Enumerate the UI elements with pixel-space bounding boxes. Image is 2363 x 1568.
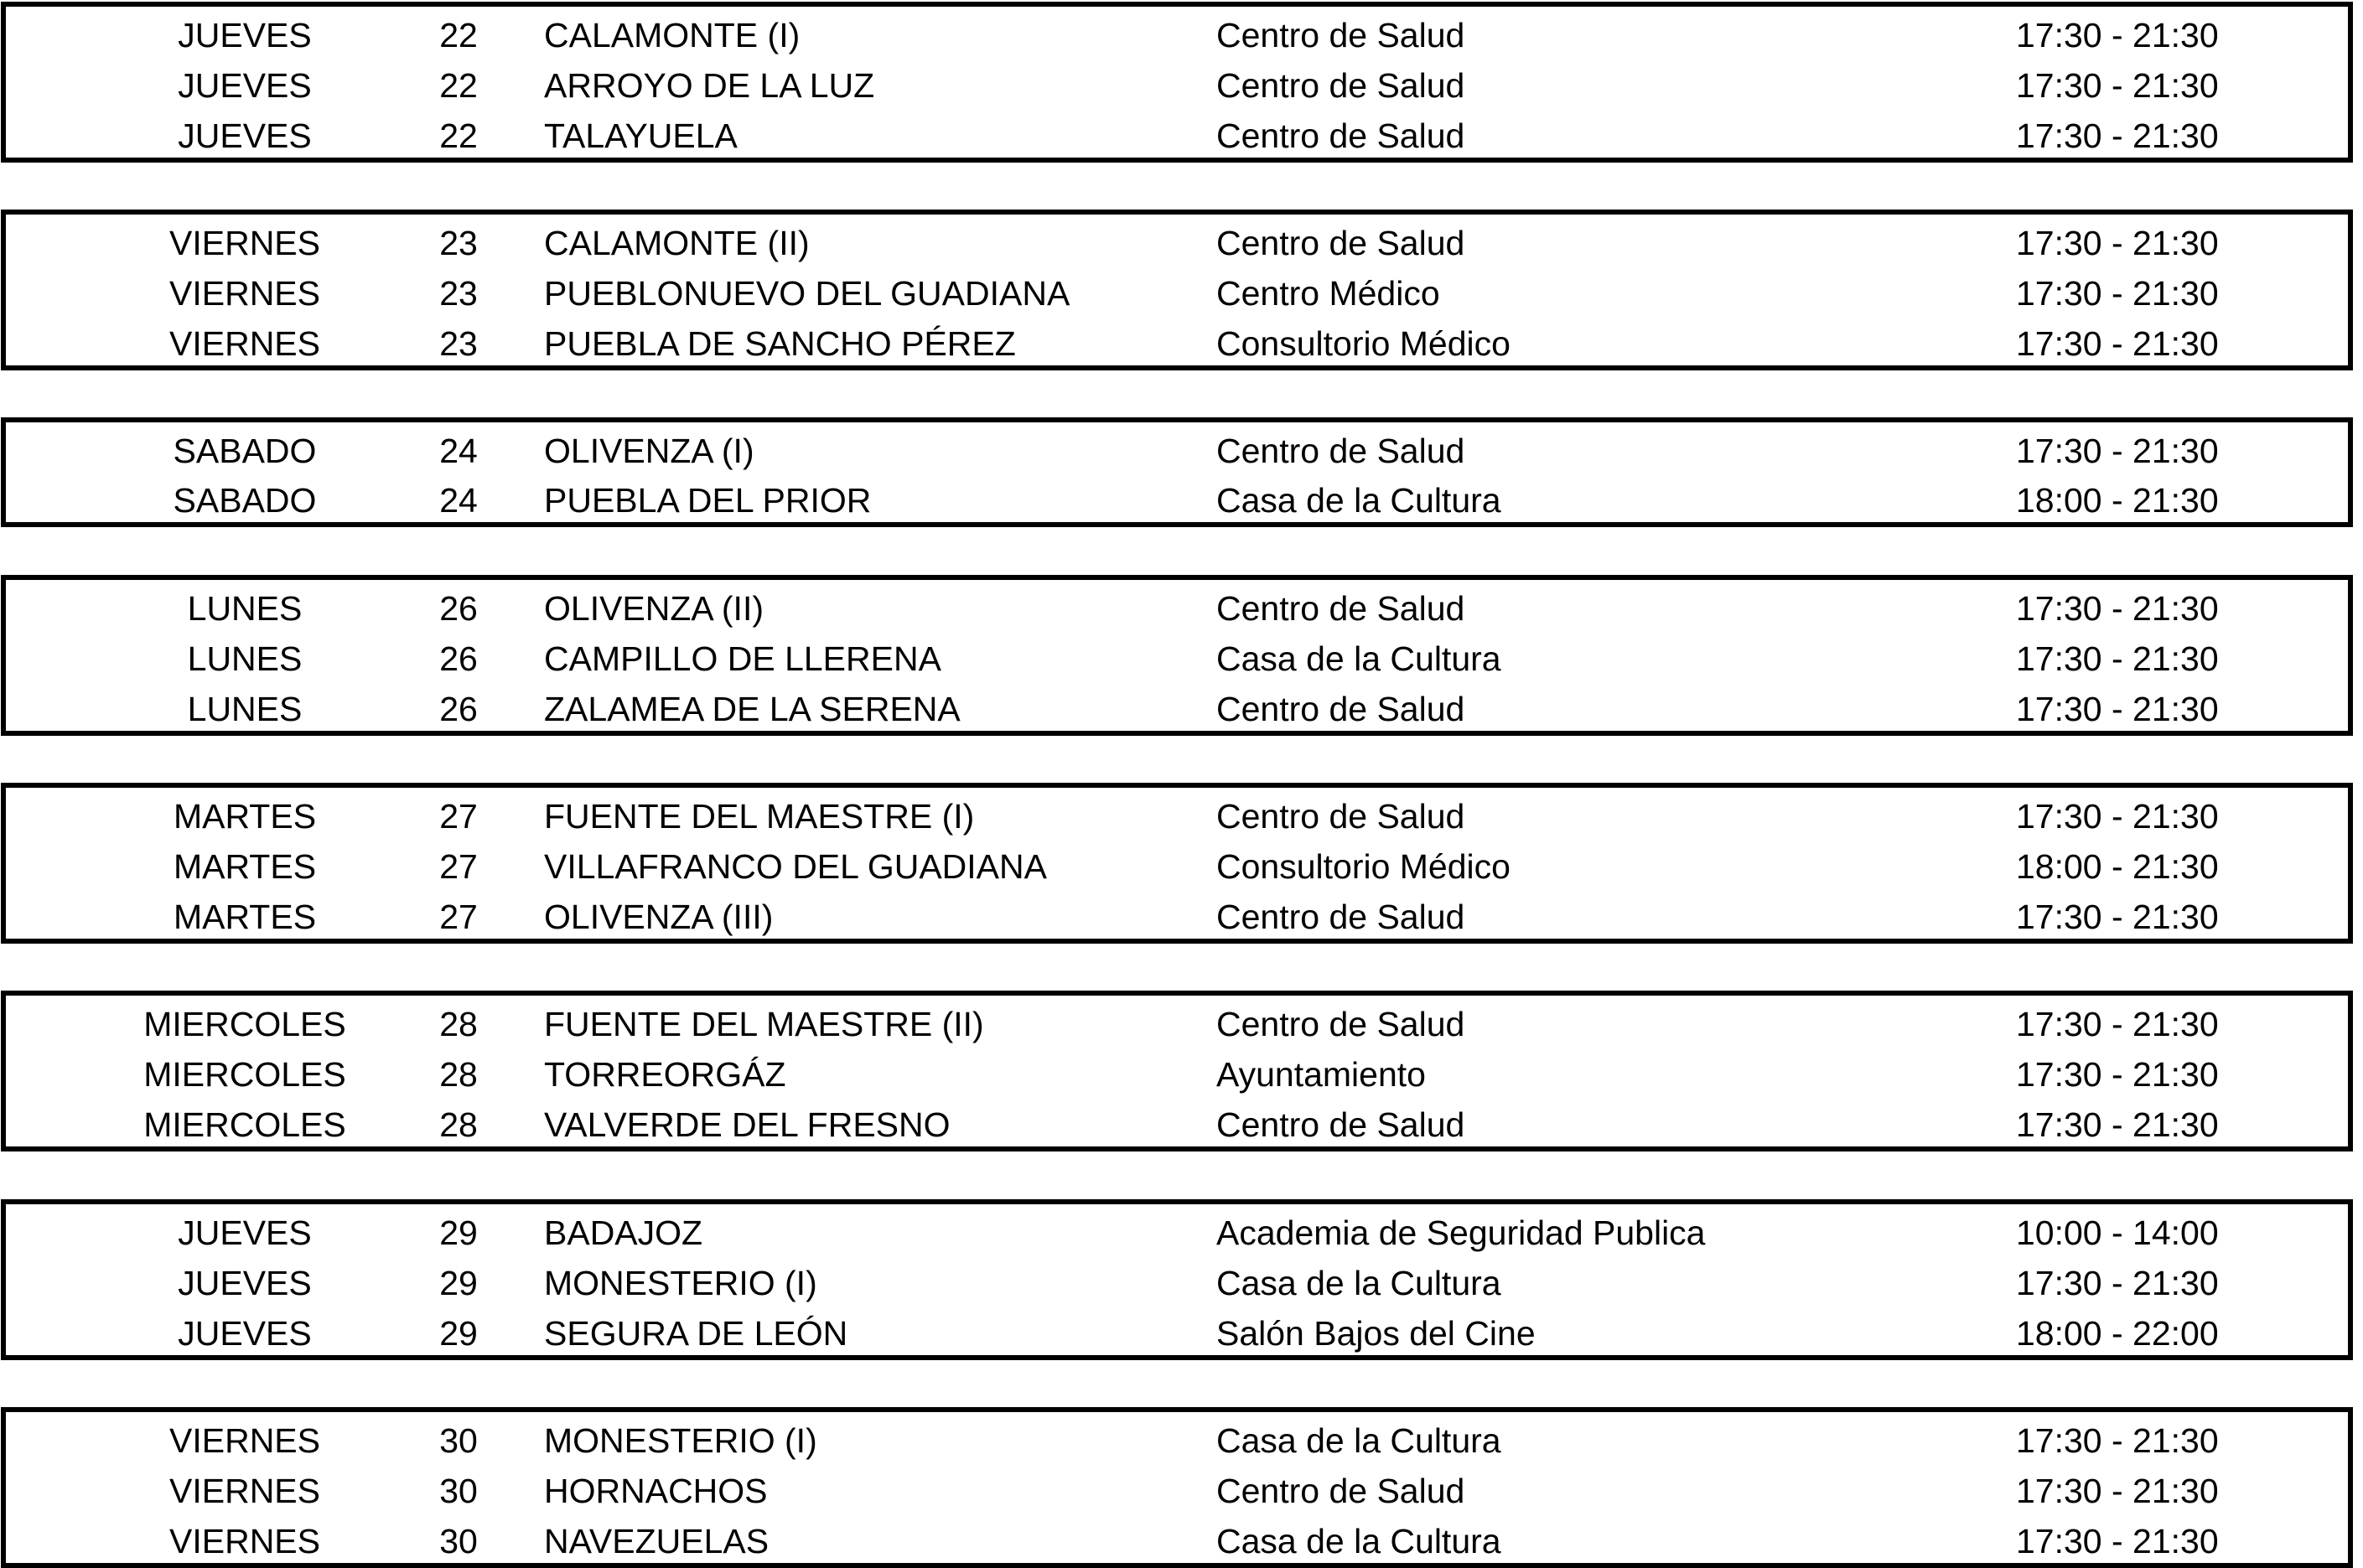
time-cell: 17:30 - 21:30 [2016,1105,2219,1144]
schedule-group [1,991,2353,1151]
place-cell: Centro de Salud [1216,1005,1465,1043]
schedule-row [6,1049,2348,1100]
place-cell: Centro Médico [1216,274,1440,313]
place-cell: Centro de Salud [1216,432,1465,470]
schedule-row [6,318,2348,369]
date-cell: 30 [439,1522,478,1560]
day-cell: JUEVES [178,1264,312,1302]
time-cell: 10:00 - 14:00 [2016,1214,2219,1252]
date-cell: 23 [439,324,478,363]
schedule-row [6,1208,2348,1258]
schedule-row [6,634,2348,684]
place-cell: Salón Bajos del Cine [1216,1314,1536,1353]
place-cell: Casa de la Cultura [1216,481,1501,520]
town-cell: CALAMONTE (I) [544,16,801,54]
town-cell: VILLAFRANCO DEL GUADIANA [544,847,1047,886]
date-cell: 23 [439,224,478,262]
day-cell: VIERNES [169,1472,320,1510]
day-cell: MARTES [173,797,317,836]
place-cell: Centro de Salud [1216,1105,1465,1144]
time-cell: 17:30 - 21:30 [2016,589,2219,628]
time-cell: 18:00 - 22:00 [2016,1314,2219,1353]
day-cell: MIERCOLES [143,1055,346,1094]
place-cell: Centro de Salud [1216,797,1465,836]
place-cell: Casa de la Cultura [1216,1522,1501,1560]
schedule-row [6,1308,2348,1358]
time-cell: 17:30 - 21:30 [2016,898,2219,936]
time-cell: 17:30 - 21:30 [2016,1055,2219,1094]
schedule-row [6,475,2348,525]
town-cell: FUENTE DEL MAESTRE (II) [544,1005,984,1043]
town-cell: ZALAMEA DE LA SERENA [544,690,961,728]
town-cell: TORREORGÁZ [544,1055,786,1094]
town-cell: TALAYUELA [544,116,738,155]
town-cell: OLIVENZA (III) [544,898,774,936]
date-cell: 28 [439,1005,478,1043]
time-cell: 17:30 - 21:30 [2016,1522,2219,1560]
day-cell: LUNES [187,690,303,728]
day-cell: MARTES [173,847,317,886]
date-cell: 26 [439,589,478,628]
time-cell: 17:30 - 21:30 [2016,1421,2219,1460]
date-cell: 22 [439,116,478,155]
time-cell: 18:00 - 21:30 [2016,847,2219,886]
date-cell: 27 [439,797,478,836]
town-cell: SEGURA DE LEÓN [544,1314,848,1353]
date-cell: 22 [439,66,478,105]
town-cell: OLIVENZA (I) [544,432,754,470]
schedule-group [1,2,2353,163]
schedule-row [6,1415,2348,1466]
town-cell: CAMPILLO DE LLERENA [544,639,941,678]
town-cell: NAVEZUELAS [544,1522,770,1560]
schedule-row [6,892,2348,942]
schedule-row [6,111,2348,161]
day-cell: VIERNES [169,1421,320,1460]
date-cell: 29 [439,1264,478,1302]
schedule-group [1,210,2353,370]
time-cell: 17:30 - 21:30 [2016,797,2219,836]
schedule-row [6,268,2348,318]
day-cell: JUEVES [178,116,312,155]
schedule-group [1,575,2353,736]
schedule-group [1,783,2353,944]
place-cell: Ayuntamiento [1216,1055,1426,1094]
schedule-group [1,1407,2353,1568]
day-cell: SABADO [173,481,317,520]
day-cell: VIERNES [169,324,320,363]
place-cell: Centro de Salud [1216,116,1465,155]
date-cell: 23 [439,274,478,313]
time-cell: 17:30 - 21:30 [2016,432,2219,470]
date-cell: 24 [439,481,478,520]
town-cell: ARROYO DE LA LUZ [544,66,875,105]
place-cell: Casa de la Cultura [1216,1421,1501,1460]
date-cell: 29 [439,1314,478,1353]
date-cell: 27 [439,898,478,936]
date-cell: 28 [439,1105,478,1144]
time-cell: 17:30 - 21:30 [2016,1005,2219,1043]
day-cell: MIERCOLES [143,1005,346,1043]
town-cell: VALVERDE DEL FRESNO [544,1105,951,1144]
day-cell: JUEVES [178,1214,312,1252]
town-cell: FUENTE DEL MAESTRE (I) [544,797,975,836]
schedule-group [1,1199,2353,1360]
place-cell: Centro de Salud [1216,66,1465,105]
date-cell: 26 [439,690,478,728]
time-cell: 17:30 - 21:30 [2016,66,2219,105]
time-cell: 17:30 - 21:30 [2016,639,2219,678]
place-cell: Centro de Salud [1216,690,1465,728]
date-cell: 30 [439,1472,478,1510]
place-cell: Centro de Salud [1216,16,1465,54]
day-cell: JUEVES [178,66,312,105]
schedule-row [6,1258,2348,1308]
date-cell: 27 [439,847,478,886]
day-cell: SABADO [173,432,317,470]
town-cell: CALAMONTE (II) [544,224,810,262]
schedule-row [6,426,2348,476]
place-cell: Centro de Salud [1216,898,1465,936]
place-cell: Consultorio Médico [1216,324,1511,363]
day-cell: JUEVES [178,16,312,54]
time-cell: 17:30 - 21:30 [2016,1472,2219,1510]
town-cell: PUEBLA DE SANCHO PÉREZ [544,324,1016,363]
day-cell: JUEVES [178,1314,312,1353]
town-cell: PUEBLA DEL PRIOR [544,481,872,520]
town-cell: MONESTERIO (I) [544,1264,817,1302]
day-cell: VIERNES [169,224,320,262]
place-cell: Casa de la Cultura [1216,639,1501,678]
schedule-row [6,60,2348,111]
time-cell: 17:30 - 21:30 [2016,224,2219,262]
day-cell: VIERNES [169,274,320,313]
time-cell: 17:30 - 21:30 [2016,690,2219,728]
place-cell: Casa de la Cultura [1216,1264,1501,1302]
time-cell: 17:30 - 21:30 [2016,274,2219,313]
schedule-row [6,841,2348,892]
date-cell: 29 [439,1214,478,1252]
place-cell: Consultorio Médico [1216,847,1511,886]
day-cell: LUNES [187,639,303,678]
date-cell: 30 [439,1421,478,1460]
date-cell: 22 [439,16,478,54]
time-cell: 17:30 - 21:30 [2016,1264,2219,1302]
schedule-row [6,791,2348,841]
time-cell: 17:30 - 21:30 [2016,116,2219,155]
place-cell: Centro de Salud [1216,224,1465,262]
date-cell: 24 [439,432,478,470]
town-cell: PUEBLONUEVO DEL GUADIANA [544,274,1070,313]
town-cell: MONESTERIO (I) [544,1421,817,1460]
time-cell: 17:30 - 21:30 [2016,324,2219,363]
schedule-group [1,417,2353,527]
day-cell: VIERNES [169,1522,320,1560]
schedule-row [6,1466,2348,1516]
time-cell: 17:30 - 21:30 [2016,16,2219,54]
town-cell: HORNACHOS [544,1472,768,1510]
place-cell: Centro de Salud [1216,589,1465,628]
date-cell: 26 [439,639,478,678]
day-cell: MARTES [173,898,317,936]
schedule-row [6,10,2348,60]
place-cell: Centro de Salud [1216,1472,1465,1510]
town-cell: OLIVENZA (II) [544,589,764,628]
schedule-row [6,218,2348,268]
schedule-row [6,583,2348,634]
day-cell: MIERCOLES [143,1105,346,1144]
place-cell: Academia de Seguridad Publica [1216,1214,1706,1252]
town-cell: BADAJOZ [544,1214,703,1252]
schedule-row [6,684,2348,734]
schedule-row [6,1516,2348,1566]
date-cell: 28 [439,1055,478,1094]
day-cell: LUNES [187,589,303,628]
time-cell: 18:00 - 21:30 [2016,481,2219,520]
schedule-row [6,1100,2348,1150]
schedule-row [6,999,2348,1049]
